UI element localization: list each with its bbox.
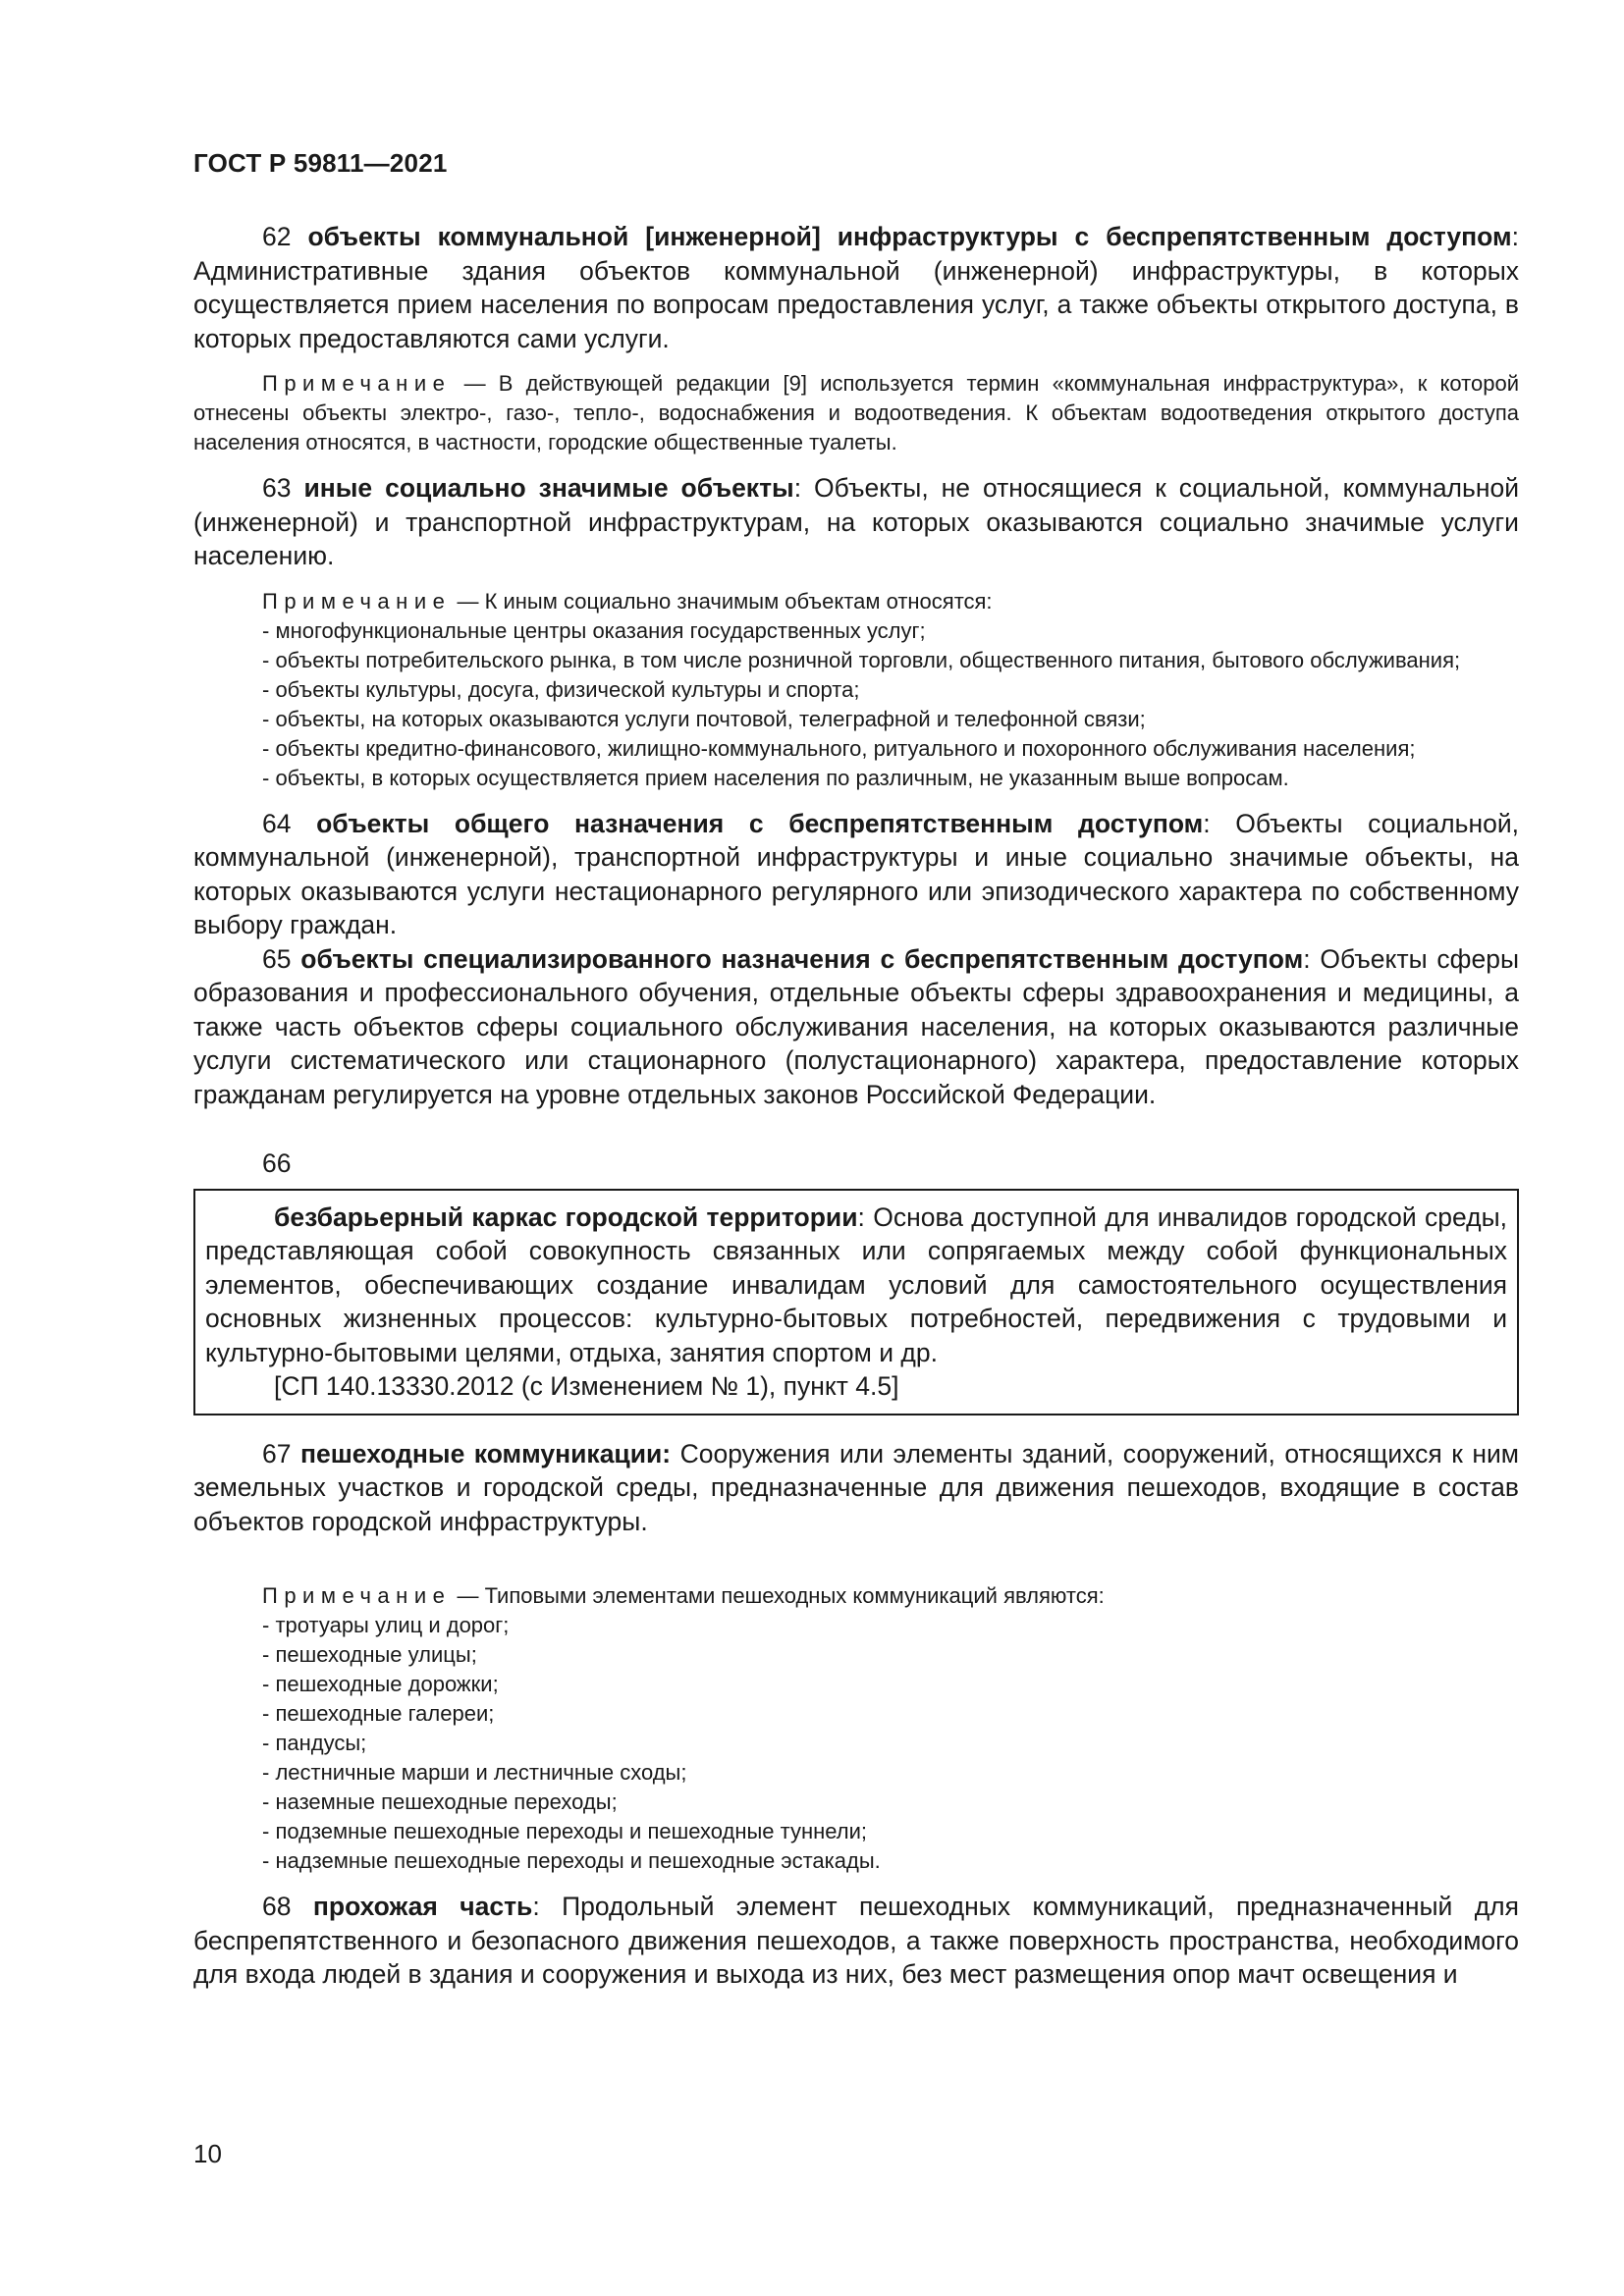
document-page — [193, 147, 1519, 1992]
list-item: - пешеходные галереи; — [262, 1701, 495, 1726]
list-item: - объекты, в которых осуществляется прием населения по различным, не указанным выше вопросам. — [262, 765, 1289, 790]
term-definition: : Объекты, не относящиеся к социальной, коммунальной (инженерной) и транспортной инфраструктурам, на которых оказываются социально значимые услуги населению. — [193, 473, 1520, 570]
list-item: - многофункциональные центры оказания государственных услуг; — [262, 617, 926, 643]
term-number: 67 — [262, 1438, 300, 1468]
term-66-box — [193, 1189, 1519, 1415]
term-title: пешеходные коммуникации: — [299, 1438, 672, 1468]
note-text: — В действующей редакции [9] используется термин «коммунальная инфраструктура», к которой отнесены объекты электро-, газо-, тепло-, водоснабжения и водоотведения. К объектам водоотведения открытого доступа населения относятся, в частности, городские общественные туалеты. — [193, 371, 1519, 454]
term-definition: : Объекты сферы образования и профессионального обучения, отдельные объекты сферы здравоохранения и медицины, а также часть объектов сферы социального обслуживания населения, на которых оказываются различные услуги систематического или стационарного (полустационарного) характера, предоставление которых гражданам регулируется на уровне отдельных законов Российской Федерации. — [193, 943, 1519, 1109]
term-title: объекты специализированного назначения с беспрепятственным доступом — [300, 943, 1304, 974]
term-number: 68 — [262, 1892, 313, 1921]
term-title: прохожая часть — [312, 1892, 533, 1921]
list-item: - пешеходные дорожки; — [262, 1672, 499, 1696]
note-intro: — К иным социально значимым объектам относятся: — [451, 588, 993, 614]
note-62 — [193, 369, 1519, 457]
list-item: - наземные пешеходные переходы; — [262, 1789, 618, 1814]
term-title: безбарьерный каркас городской территории — [274, 1201, 858, 1232]
term-definition: : Административные здания объектов коммунальной (инженерной) инфраструктуры, в которых осуществляется прием населения по вопросам предоставления услуг, а также объекты открытого доступа, в которых предоставляются сами услуги. — [193, 222, 1519, 353]
page-number: 10 — [193, 2139, 222, 2168]
list-item: - объекты культуры, досуга, физической культуры и спорта; — [262, 676, 860, 702]
note-label: Примечание — [262, 588, 452, 614]
term-title: иные социально значимые объекты — [303, 473, 794, 503]
note-label: Примечание — [262, 371, 452, 396]
list-item: - надземные пешеходные переходы и пешеходные эстакады. — [262, 1848, 881, 1873]
term-65 — [193, 942, 1519, 1112]
list-item: - пешеходные улицы; — [262, 1642, 477, 1667]
term-title: объекты общего назначения с беспрепятственным доступом — [316, 808, 1204, 838]
term-source: [СП 140.13330.2012 (с Изменением № 1), пункт 4.5] — [274, 1371, 899, 1401]
term-64 — [193, 807, 1519, 942]
list-item: - пандусы; — [262, 1731, 367, 1755]
document-header: ГОСТ Р 59811—2021 — [193, 148, 448, 178]
term-68 — [193, 1890, 1519, 1992]
term-63 — [193, 471, 1519, 573]
term-number: 64 — [262, 808, 317, 838]
term-62 — [193, 220, 1519, 355]
term-66-number: 66 — [262, 1148, 292, 1178]
note-label: Примечание — [262, 1583, 452, 1608]
list-item: - объекты потребительского рынка, в том числе розничной торговли, общественного питания, бытового обслуживания; — [262, 647, 1461, 672]
list-item: - объекты, на которых оказываются услуги почтовой, телеграфной и телефонной связи; — [262, 706, 1146, 731]
term-title: объекты коммунальной [инженерной] инфраструктуры с беспрепятственным доступом — [307, 222, 1512, 251]
term-67 — [193, 1437, 1519, 1539]
term-definition: : Основа доступной для инвалидов городской среды, представляющая собой совокупность связанных или сопрягаемых между собой функциональных элементов, обеспечивающих создание инвалидам условий для самостоятельного осуществления основных жизненных процессов: культурно-бытовых потребностей, передвижения с трудовыми и культурно-бытовыми целями, отдыха, занятия спортом и др. — [205, 1201, 1507, 1367]
term-definition: Сооружения или элементы зданий, сооружений, относящихся к ним земельных участков и городской среды, предназначенные для движения пешеходов, входящие в состав объектов городской инфраструктуры. — [193, 1438, 1519, 1536]
term-definition: : Продольный элемент пешеходных коммуникаций, предназначенный для беспрепятственного и безопасного движения пешеходов, а также поверхность пространства, необходимого для входа людей в здания и сооружения и выхода из них, без мест размещения опор мачт освещения и — [193, 1892, 1519, 1989]
term-number: 65 — [262, 943, 301, 974]
list-item: - лестничные марши и лестничные сходы; — [262, 1760, 687, 1785]
note-intro: — Типовыми элементами пешеходных коммуникаций являются: — [451, 1583, 1105, 1608]
term-number: 63 — [262, 473, 304, 503]
list-item: - подземные пешеходные переходы и пешеходные туннели; — [262, 1819, 868, 1843]
note-63 — [193, 587, 1519, 793]
term-66 — [205, 1201, 1507, 1370]
term-number: 62 — [262, 222, 308, 251]
note-67 — [193, 1581, 1519, 1876]
term-definition: : Объекты социальной, коммунальной (инженерной), транспортной инфраструктуры и иные социально значимые объекты, на которых оказываются услуги нестационарного регулярного или эпизодического характера по собственному выбору граждан. — [193, 808, 1519, 939]
list-item: - объекты кредитно-финансового, жилищно-коммунального, ритуального и похоронного обслуживания населения; — [262, 735, 1416, 761]
list-item: - тротуары улиц и дорог; — [262, 1613, 510, 1637]
